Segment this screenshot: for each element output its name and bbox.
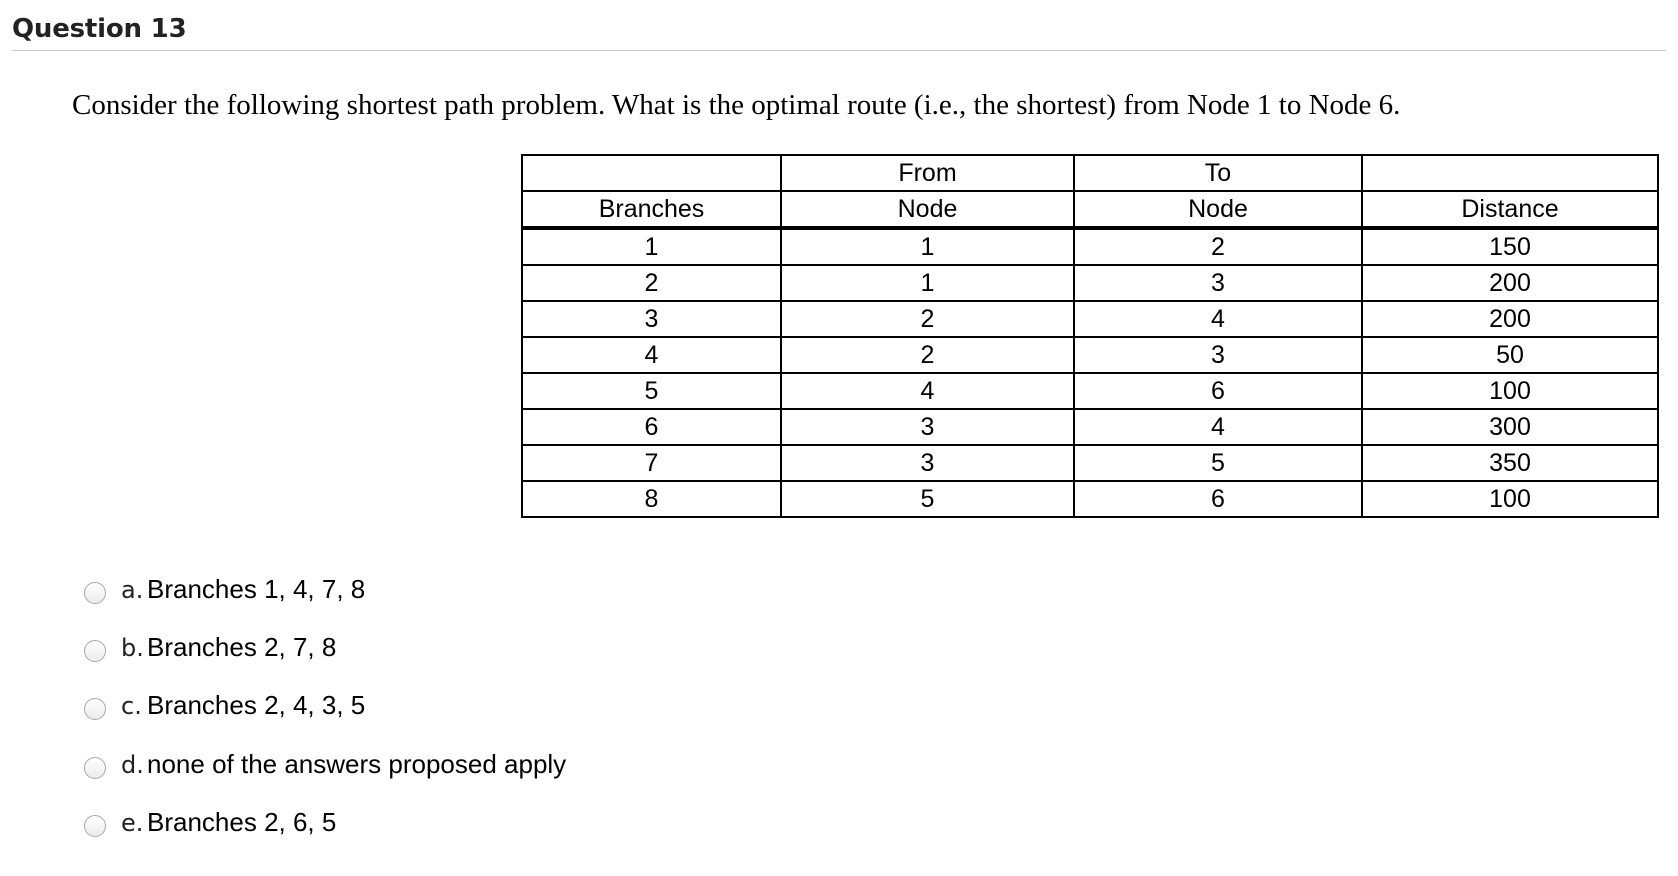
- question-prompt: Consider the following shortest path problem. What is the optimal route (i.e., the shortest) from Node 1 to Node 6.: [72, 89, 1401, 121]
- table-cell: 150: [1362, 228, 1658, 265]
- answer-option-c[interactable]: [84, 686, 684, 722]
- radio-button[interactable]: [84, 582, 106, 604]
- table-header-cell: [1362, 155, 1658, 191]
- table-header-cell: Branches: [522, 191, 781, 228]
- table-cell: 3: [781, 409, 1074, 445]
- table-cell: 4: [1074, 409, 1362, 445]
- table-header-cell: From: [781, 155, 1074, 191]
- table-header-cell: To: [1074, 155, 1362, 191]
- table-cell: 1: [781, 228, 1074, 265]
- option-letter: a.: [121, 576, 144, 604]
- table-row: [522, 228, 1658, 265]
- table-cell: 3: [1074, 337, 1362, 373]
- table-cell: 50: [1362, 337, 1658, 373]
- radio-button[interactable]: [84, 815, 106, 837]
- table-cell: 6: [522, 409, 781, 445]
- option-text: none of the answers proposed apply: [147, 749, 567, 779]
- table-cell: 7: [522, 445, 781, 481]
- option-letter: b.: [121, 634, 144, 662]
- answer-option-b[interactable]: [84, 628, 684, 664]
- table-row: [522, 445, 1658, 481]
- question-header: [12, 10, 1666, 51]
- table-cell: 2: [1074, 228, 1362, 265]
- table-row: [522, 301, 1658, 337]
- table-header-cell: [522, 155, 781, 191]
- table-row: [522, 373, 1658, 409]
- option-letter: d.: [121, 751, 144, 779]
- table-header-cell: Distance: [1362, 191, 1658, 228]
- option-letter: c.: [121, 692, 142, 720]
- table-cell: 6: [1074, 373, 1362, 409]
- table-cell: 100: [1362, 481, 1658, 517]
- table-cell: 5: [1074, 445, 1362, 481]
- table-header-row: [522, 155, 1658, 191]
- table-cell: 100: [1362, 373, 1658, 409]
- table-row: [522, 409, 1658, 445]
- table-header-row: [522, 191, 1658, 228]
- table-cell: 200: [1362, 265, 1658, 301]
- table-cell: 3: [781, 445, 1074, 481]
- option-text: Branches 1, 4, 7, 8: [147, 574, 366, 604]
- table-cell: 3: [522, 301, 781, 337]
- option-text: Branches 2, 4, 3, 5: [147, 690, 366, 720]
- option-text: Branches 2, 6, 5: [147, 807, 337, 837]
- table-cell: 3: [1074, 265, 1362, 301]
- table-cell: 4: [1074, 301, 1362, 337]
- radio-button[interactable]: [84, 757, 106, 779]
- shortest-path-table: [521, 154, 1659, 518]
- table-cell: 8: [522, 481, 781, 517]
- table-cell: 5: [781, 481, 1074, 517]
- table-cell: 1: [781, 265, 1074, 301]
- table-row: [522, 337, 1658, 373]
- table-header-cell: Node: [781, 191, 1074, 228]
- table-row: [522, 481, 1658, 517]
- answer-option-e[interactable]: [84, 803, 684, 839]
- table-cell: 2: [522, 265, 781, 301]
- option-letter: e.: [121, 809, 144, 837]
- table-cell: 2: [781, 337, 1074, 373]
- table-cell: 2: [781, 301, 1074, 337]
- table-cell: 1: [522, 228, 781, 265]
- radio-button[interactable]: [84, 640, 106, 662]
- table-header-cell: Node: [1074, 191, 1362, 228]
- table-cell: 200: [1362, 301, 1658, 337]
- table-cell: 5: [522, 373, 781, 409]
- table-row: [522, 265, 1658, 301]
- answer-option-d[interactable]: [84, 745, 684, 781]
- table-cell: 4: [522, 337, 781, 373]
- answer-option-a[interactable]: [84, 570, 684, 606]
- question-title: Question 13: [12, 14, 187, 44]
- table-cell: 350: [1362, 445, 1658, 481]
- option-text: Branches 2, 7, 8: [147, 632, 337, 662]
- table-cell: 6: [1074, 481, 1362, 517]
- table-cell: 4: [781, 373, 1074, 409]
- radio-button[interactable]: [84, 698, 106, 720]
- table-cell: 300: [1362, 409, 1658, 445]
